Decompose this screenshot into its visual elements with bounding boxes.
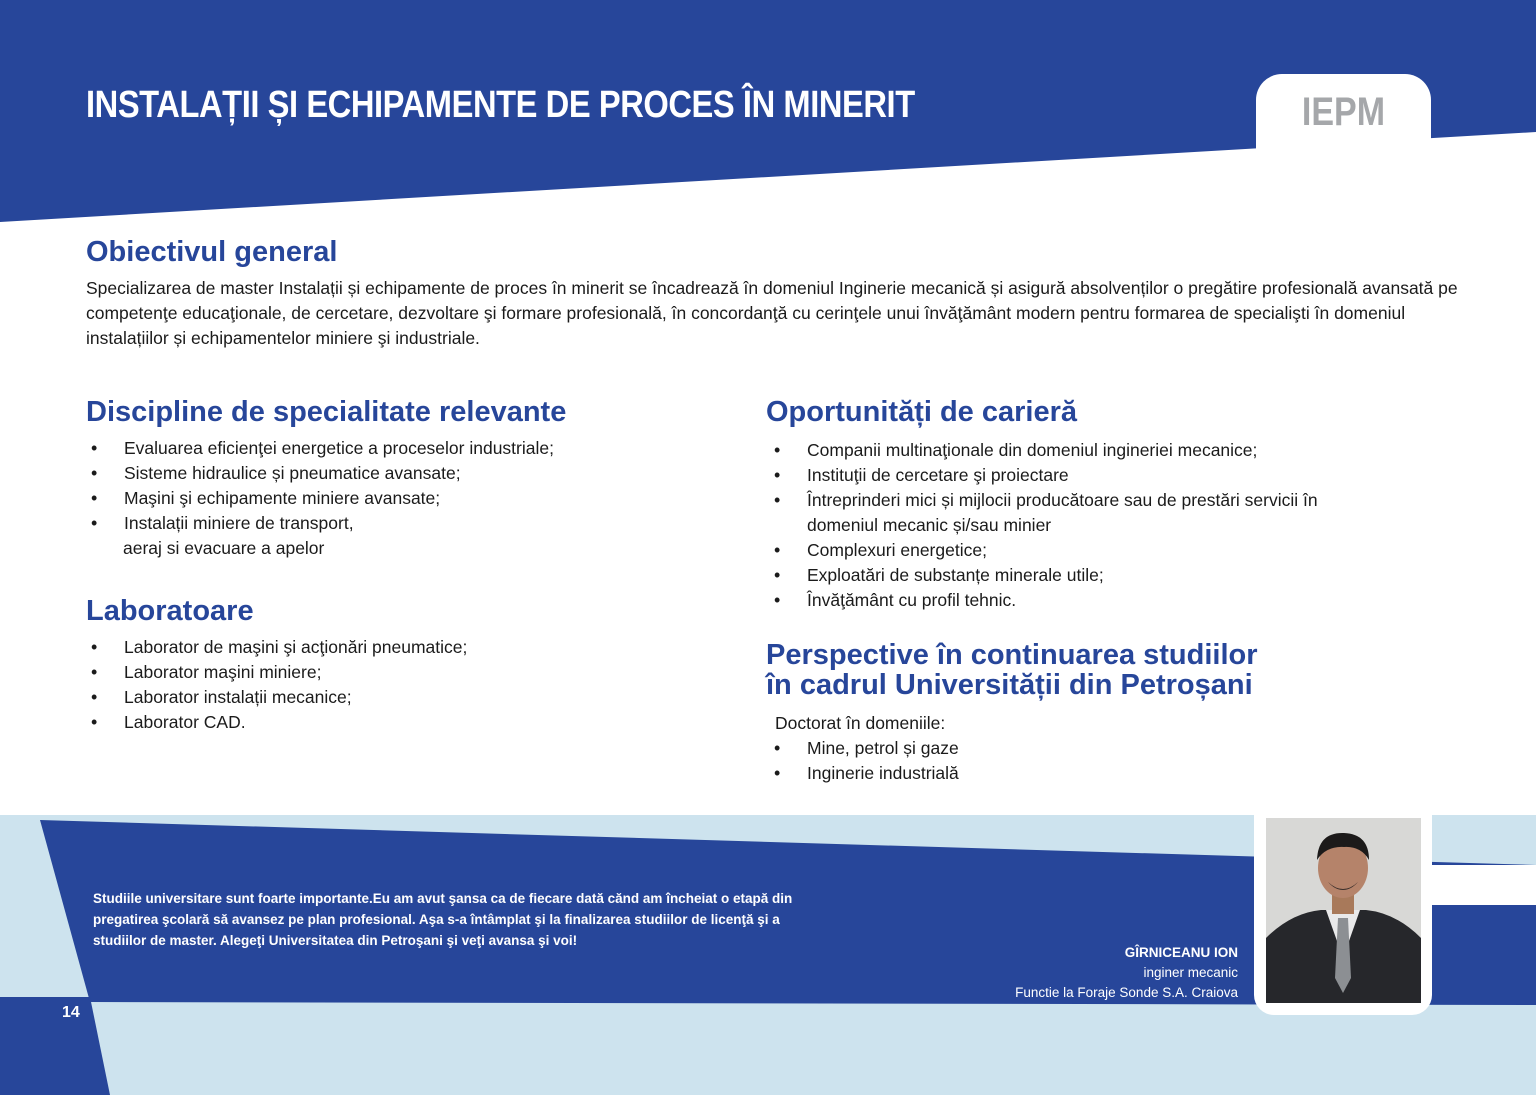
list-item: • Sisteme hidraulice și pneumatice avansate; (86, 461, 554, 486)
testimonial-name: GÎRNICEANU ION (1124, 945, 1238, 960)
list-item: • Maşini şi echipamente miniere avansate; (86, 486, 554, 511)
list-item: • Inginerie industrială (769, 761, 959, 786)
bullet-icon: • (91, 463, 98, 483)
list-item: • Laborator maşini miniere; (86, 660, 467, 685)
testimonial-photo (1266, 818, 1421, 1003)
disciplines-list (86, 436, 554, 536)
labs-heading: Laboratoare (86, 595, 254, 627)
objective-text: Specializarea de master Instalații și echipamente de proces în minerit se încadrează în domeniul Inginerie mecanică și asigură absolvenților o pregătire profesională avansată pe competenţe educaţionale, de cercetare, dezvoltare şi formare profesională, în concordanţă cu cerinţele unui învăţământ modern pentru formarea de specialişti în domeniul instalațiilor și echipamentelor miniere şi industriale. (86, 278, 1458, 348)
page-title: INSTALAȚII ȘI ECHIPAMENTE DE PROCES ÎN MINERIT (86, 84, 915, 126)
bullet-icon: • (774, 565, 781, 585)
bullet-icon: • (91, 438, 98, 458)
program-code: IEPM (1301, 90, 1386, 134)
bullet-icon: • (774, 540, 781, 560)
labs-list (86, 635, 467, 735)
perspectives-list (769, 736, 959, 786)
disciplines-heading: Discipline de specialitate relevante (86, 396, 567, 428)
bullet-icon: • (774, 763, 781, 783)
career-item-continuation: domeniul mecanic și/sau minier (807, 515, 1052, 535)
bullet-icon: • (91, 488, 98, 508)
list-item: • Evaluarea eficienţei energetice a proceselor industriale; (86, 436, 554, 461)
bullet-icon: • (91, 712, 98, 732)
list-item: • Complexuri energetice; (769, 538, 1318, 563)
testimonial-quote: Studiile universitare sunt foarte importante.Eu am avut şansa ca de fiecare dată cănd am încheiat o etapă din pregatirea şcolară să avansez pe plan profesional. Aşa s-a întâmplat şi la finalizarea studiilor de licenţă şi a studiilor de master. Alegeţi Universitatea din Petroşani şi veţi avansa şi voi! (93, 891, 793, 948)
list-item: • Laborator CAD. (86, 710, 467, 735)
person-portrait-icon (1266, 818, 1421, 1003)
perspectives-heading: Perspective în continuarea studiilor în cadrul Universității din Petroșani (766, 639, 1258, 701)
bullet-icon: • (774, 440, 781, 460)
program-code-tab (1256, 74, 1431, 160)
bullet-icon: • (91, 637, 98, 657)
perspectives-intro: Doctorat în domeniile: (775, 713, 946, 733)
list-item: • Exploatări de substanțe minerale utile; (769, 563, 1318, 588)
bullet-icon: • (774, 590, 781, 610)
career-heading: Oportunități de carieră (766, 396, 1078, 428)
list-item: • Instalații miniere de transport, (86, 511, 554, 536)
bullet-icon: • (774, 490, 781, 510)
testimonial-role: inginer mecanic (1143, 965, 1238, 980)
testimonial-company: Functie la Foraje Sonde S.A. Craiova (1015, 985, 1238, 1000)
footer-white-wedge (1430, 865, 1536, 905)
objective-heading: Obiectivul general (86, 236, 338, 268)
list-item: • Instituţii de cercetare şi proiectare (769, 463, 1318, 488)
bullet-icon: • (774, 465, 781, 485)
list-item: • Învăţământ cu profil tehnic. (769, 588, 1318, 613)
career-list (769, 438, 1318, 613)
list-item: • Companii multinaţionale din domeniul ingineriei mecanice; (769, 438, 1318, 463)
list-item: • Laborator de maşini şi acţionări pneumatice; (86, 635, 467, 660)
page-number: 14 (62, 1004, 80, 1021)
list-item: • Întreprinderi mici și mijlocii producătoare sau de prestări servicii în domeniul mecanic și/sau minier (774, 490, 1318, 535)
bullet-icon: • (91, 662, 98, 682)
bullet-icon: • (774, 738, 781, 758)
testimonial-photo-card (1254, 808, 1432, 1015)
list-item: • Laborator instalații mecanice; (86, 685, 467, 710)
disciplines-continuation: aeraj si evacuare a apelor (123, 538, 325, 558)
bullet-icon: • (91, 513, 98, 533)
bullet-icon: • (91, 687, 98, 707)
list-item: • Mine, petrol și gaze (769, 736, 959, 761)
